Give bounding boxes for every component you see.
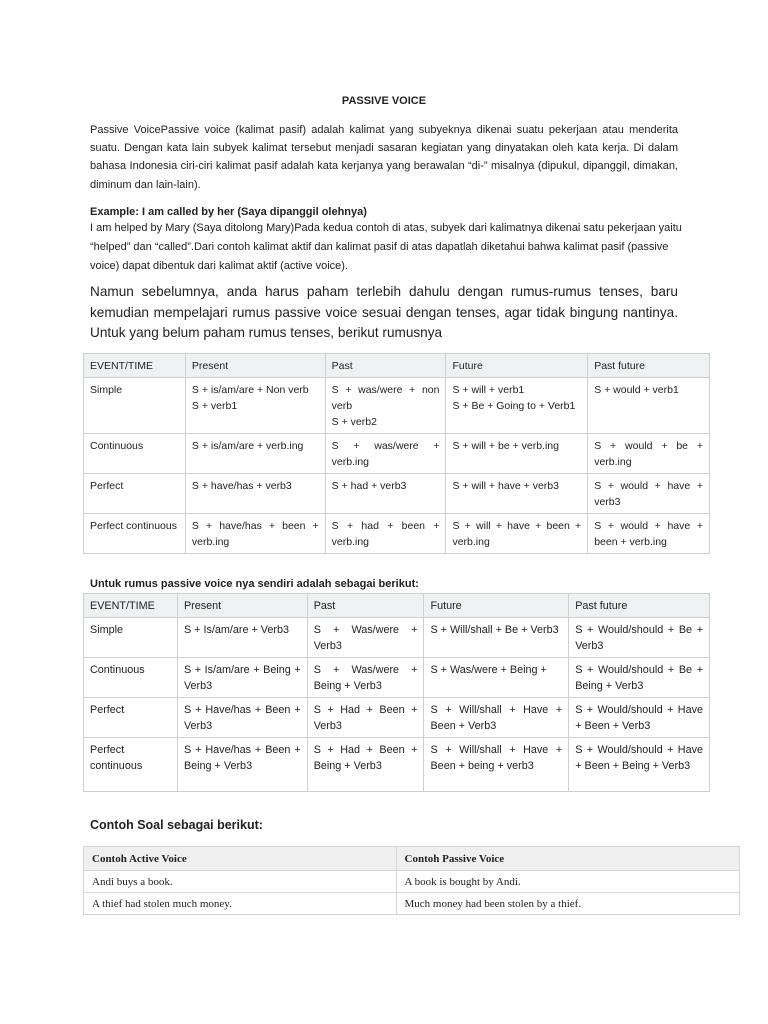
table-cell: S + would + be + verb.ing bbox=[588, 434, 710, 474]
table-cell: S + would + verb1 bbox=[588, 378, 710, 434]
table-row bbox=[84, 514, 710, 554]
table-cell: S + have/has + verb3 bbox=[185, 474, 325, 514]
table-cell: S + Have/has + Been + Being + Verb3 bbox=[177, 738, 307, 792]
table-cell: S + Had + Been + Verb3 bbox=[307, 698, 424, 738]
header-cell: Past bbox=[325, 354, 446, 378]
table-cell: S + Will/shall + Be + Verb3 bbox=[424, 618, 569, 658]
contoh-table bbox=[83, 846, 740, 915]
table-cell: Perfect continuous bbox=[84, 738, 178, 792]
table-cell: Andi buys a book. bbox=[84, 871, 397, 893]
header-cell: Present bbox=[185, 354, 325, 378]
header-cell: EVENT/TIME bbox=[84, 354, 186, 378]
table-header-row bbox=[84, 847, 740, 871]
table-cell: S + was/were + non verb S + verb2 bbox=[325, 378, 446, 434]
table-cell: Much money had been stolen by a thief. bbox=[396, 893, 739, 915]
table-cell: S + Would/should + Have + Been + Being + Verb3 bbox=[569, 738, 710, 792]
table-row bbox=[84, 434, 710, 474]
header-cell: Present bbox=[177, 594, 307, 618]
table-cell: S + Is/am/are + Being + Verb3 bbox=[177, 658, 307, 698]
table-cell: S + had + verb3 bbox=[325, 474, 446, 514]
table-cell: S + Was/were + Being + bbox=[424, 658, 569, 698]
table-cell: S + have/has + been + verb.ing bbox=[185, 514, 325, 554]
header-cell: EVENT/TIME bbox=[84, 594, 178, 618]
tenses-note: Namun sebelumnya, anda harus paham terlebih dahulu dengan rumus-rumus tenses, baru kemudian mempelajari rumus passive voice sesuai dengan tenses, agar tidak bingung nantinya. Untuk yang belum paham rumus tenses, berikut rumusnya bbox=[90, 284, 678, 340]
page-title: PASSIVE VOICE bbox=[341, 95, 427, 107]
table-cell: Simple bbox=[84, 618, 178, 658]
table-header-row bbox=[84, 354, 710, 378]
header-cell: Contoh Active Voice bbox=[84, 847, 397, 871]
table-header-row bbox=[84, 594, 710, 618]
table-cell: A book is bought by Andi. bbox=[396, 871, 739, 893]
table-row bbox=[84, 474, 710, 514]
table-row bbox=[84, 378, 710, 434]
table-row bbox=[84, 698, 710, 738]
header-cell: Past future bbox=[588, 354, 710, 378]
table-cell: S + Would/should + Be + Verb3 bbox=[569, 618, 710, 658]
table-cell: S + is/am/are + verb.ing bbox=[185, 434, 325, 474]
table-cell: S + Was/were + Being + Verb3 bbox=[307, 658, 424, 698]
table-cell: S + would + have + been + verb.ing bbox=[588, 514, 710, 554]
table-cell: Perfect bbox=[84, 698, 178, 738]
passive-table bbox=[83, 593, 710, 792]
example-heading: Example: I am called by her (Saya dipanggil olehnya) bbox=[90, 206, 367, 218]
table-cell: A thief had stolen much money. bbox=[84, 893, 397, 915]
table-cell: S + would + have + verb3 bbox=[588, 474, 710, 514]
example-paragraph: I am helped by Mary (Saya ditolong Mary)Pada kedua contoh di atas, subyek dari kalimatnya dikenai satu pekerjaan yaitu “helped” dan “called”.Dari contoh kalimat aktif dan kalimat pasif di atas dapatlah diketahui bahwa kalimat pasif (passive voice) dapat dibentuk dari kalimat aktif (active voice). bbox=[90, 222, 682, 272]
table-cell: S + was/were + verb.ing bbox=[325, 434, 446, 474]
table-row bbox=[84, 658, 710, 698]
contoh-heading: Contoh Soal sebagai berikut: bbox=[90, 818, 263, 832]
table-row bbox=[84, 618, 710, 658]
table-cell: S + Had + Been + Being + Verb3 bbox=[307, 738, 424, 792]
header-cell: Past bbox=[307, 594, 424, 618]
passive-caption: Untuk rumus passive voice nya sendiri adalah sebagai berikut: bbox=[90, 578, 419, 590]
table-cell: S + is/am/are + Non verb S + verb1 bbox=[185, 378, 325, 434]
table-cell: S + will + be + verb.ing bbox=[446, 434, 588, 474]
table-cell: S + Would/should + Be + Being + Verb3 bbox=[569, 658, 710, 698]
table-cell: S + had + been + verb.ing bbox=[325, 514, 446, 554]
table-row bbox=[84, 893, 740, 915]
table-cell: Perfect continuous bbox=[84, 514, 186, 554]
intro-paragraph: Passive VoicePassive voice (kalimat pasif) adalah kalimat yang subyeknya dikenai suatu pekerjaan atau menderita suatu. Dengan kata lain subyek kalimat tersebut menjadi sasaran kegiatan yang dinyatakan oleh kata kerja. Di dalam bahasa Indonesia ciri-ciri kalimat pasif adalah kata kerjanya yang berawalan “di-” misalnya (dipukul, dipanggil, dimakan, diminum dan lain-lain). bbox=[90, 124, 678, 191]
table-cell: S + Will/shall + Have + Been + being + verb3 bbox=[424, 738, 569, 792]
table-cell: Continuous bbox=[84, 434, 186, 474]
table-cell: S + will + have + been + verb.ing bbox=[446, 514, 588, 554]
header-cell: Future bbox=[424, 594, 569, 618]
table-cell: S + Is/am/are + Verb3 bbox=[177, 618, 307, 658]
table-row bbox=[84, 871, 740, 893]
table-cell: S + Will/shall + Have + Been + Verb3 bbox=[424, 698, 569, 738]
table-cell: Simple bbox=[84, 378, 186, 434]
table-cell: Continuous bbox=[84, 658, 178, 698]
table-cell: Perfect bbox=[84, 474, 186, 514]
table-cell: S + Was/were + Verb3 bbox=[307, 618, 424, 658]
table-row bbox=[84, 738, 710, 792]
header-cell: Contoh Passive Voice bbox=[396, 847, 739, 871]
header-cell: Past future bbox=[569, 594, 710, 618]
table-cell: S + Have/has + Been + Verb3 bbox=[177, 698, 307, 738]
table-cell: S + will + verb1 S + Be + Going to + Verb1 bbox=[446, 378, 588, 434]
header-cell: Future bbox=[446, 354, 588, 378]
tenses-table bbox=[83, 353, 710, 554]
table-cell: S + will + have + verb3 bbox=[446, 474, 588, 514]
table-cell: S + Would/should + Have + Been + Verb3 bbox=[569, 698, 710, 738]
